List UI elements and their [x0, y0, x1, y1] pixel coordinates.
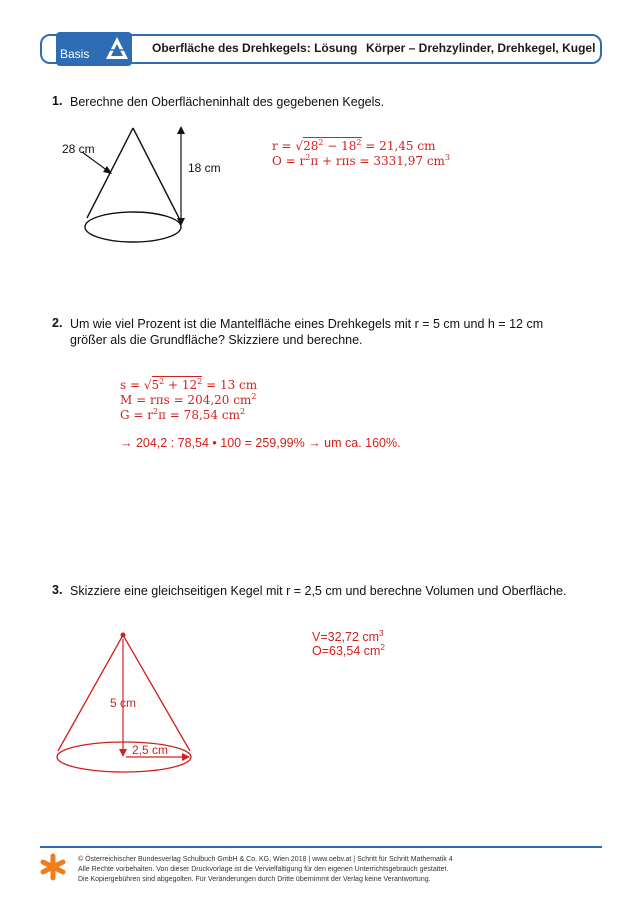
footer-disclaimer: Die Kopiergebühren sind abgegolten. Für Veränderungen durch Dritte übernimmt der Verlag keine Verantwortung. — [78, 876, 431, 883]
footer-rights: Alle Rechte vorbehalten. Von dieser Druckvorlage ist die Vervielfältigung für den eigenen Unterrichtsgebrauch gestattet. — [78, 866, 449, 873]
task-2-text-line-2: größer als die Grundfläche? Skizziere und berechne. — [70, 333, 363, 347]
task-2-solution-s: $s = √5^2 + 12^2 = 13$ cm — [120, 377, 258, 392]
task-3-solution-O: O=63,54 $cm^2$ — [312, 643, 385, 658]
basis-badge-label: Basis — [60, 47, 90, 61]
task-2-solution-percent: → 204,2 : 78,54 • 100 = 259,99% → um ca. 160%. — [120, 436, 401, 450]
footer-divider — [40, 846, 602, 848]
task-3-number: 3. — [52, 583, 63, 597]
task-1-solution-O: $O = r^2\pi + r\pi s = 3331,97$ $cm^3$ — [272, 153, 451, 168]
page-title: Oberfläche des Drehkegels: Lösung — [152, 41, 358, 55]
task-2-solution-M: M = rπs = 204,20 $cm^2$ — [120, 392, 257, 407]
cone-diagram-1 — [60, 120, 210, 250]
footer-copyright: © Österreichischer Bundesverlag Schulbuch GmbH & Co. KG, Wien 2018 | www.oebv.at | Schritt für Schritt Mathematik 4 — [78, 856, 453, 863]
task-2-number: 2. — [52, 316, 63, 330]
height-label: 18 cm — [188, 161, 221, 175]
publisher-logo-icon — [38, 852, 68, 882]
task-1-solution-r: $r = √28^2 - 18^2 = 21,45$ cm — [272, 138, 436, 153]
cone-height-label: 5 cm — [110, 696, 137, 710]
slant-height-label: 28 cm — [62, 142, 95, 156]
task-1-text: Berechne den Oberflächeninhalt des gegebenen Kegels. — [70, 95, 385, 109]
task-2-text-line-1: Um wie viel Prozent ist die Mantelfläche eines Drehkegels mit r = 5 cm und h = 12 cm — [70, 317, 544, 331]
cone-radius-label: 2,5 cm — [132, 743, 169, 757]
task-3-text: Skizziere eine gleichseitigen Kegel mit r = 2,5 cm und berechne Volumen und Oberfläche. — [70, 584, 567, 598]
level-triangle-icon — [104, 35, 130, 61]
task-1-number: 1. — [52, 94, 63, 108]
task-2-solution-G: $G = r^2\pi = 78,54$ $cm^2$ — [120, 407, 246, 422]
task-3-solution-V: V=32,72 $cm^3$ — [312, 629, 384, 644]
topic-title: Körper – Drehzylinder, Drehkegel, Kugel — [366, 41, 596, 55]
